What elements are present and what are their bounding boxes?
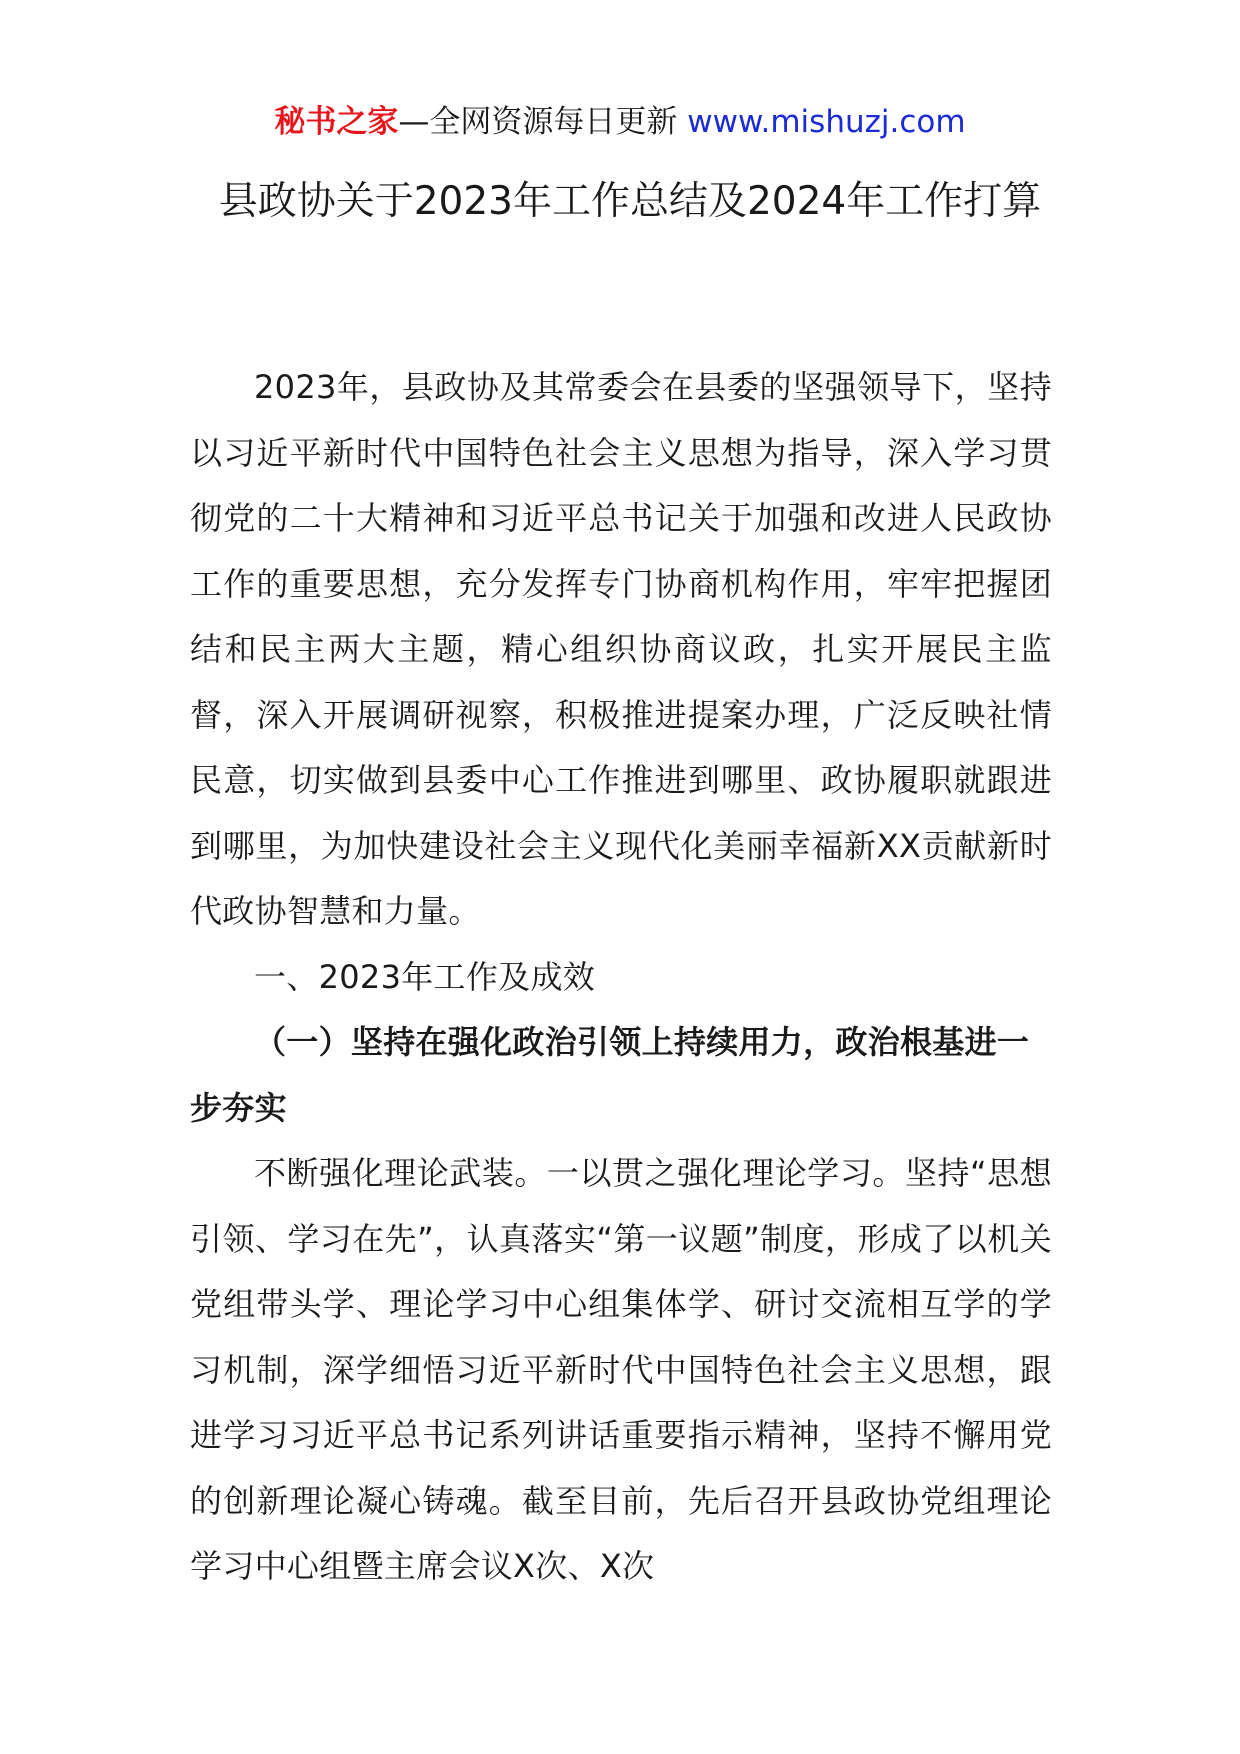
brand-name: 秘书之家 <box>274 104 399 140</box>
body-paragraph: 不断强化理论武装。一以贯之强化理论学习。坚持“思想引领、学习在先”，认真落实“第一议题”制度，形成了以机关党组带头学、理论学习中心组集体学、研讨交流相互学的学习机制，深学细悟习近平新时代中国特色社会主义思想，跟进学习习近平总书记系列讲话重要指示精神，坚持不懈用党的创新理论凝心铸魂。截至目前，先后召开县政协党组理论学习中心组暨主席会议X次、X次 <box>190 1154 1052 1585</box>
site-url-link[interactable]: www.mishuzj.com <box>687 104 966 140</box>
subsection-heading: （一）坚持在强化政治引领上持续用力，政治根基进一步夯实 <box>190 1023 1030 1127</box>
document-body <box>190 355 1052 1600</box>
section-heading: 一、2023年工作及成效 <box>254 957 596 996</box>
site-header <box>0 100 1240 144</box>
intro-paragraph: 2023年，县政协及其常委会在县委的坚强领导下，坚持以习近平新时代中国特色社会主义思想为指导，深入学习贯彻党的二十大精神和习近平总书记关于加强和改进人民政协工作的重要思想，充分发挥专门协商机构作用，牢牢把握团结和民主两大主题，精心组织协商议政，扎实开展民主监督，深入开展调研视察，积极推进提案办理，广泛反映社情民意，切实做到县委中心工作推进到哪里、政协履职就跟进到哪里，为加快建设社会主义现代化美丽幸福新XX贡献新时代政协智慧和力量。 <box>190 368 1052 930</box>
header-tagline: —全网资源每日更新 <box>398 104 688 140</box>
document-title: 县政协关于2023年工作总结及2024年工作打算 <box>218 179 1042 224</box>
